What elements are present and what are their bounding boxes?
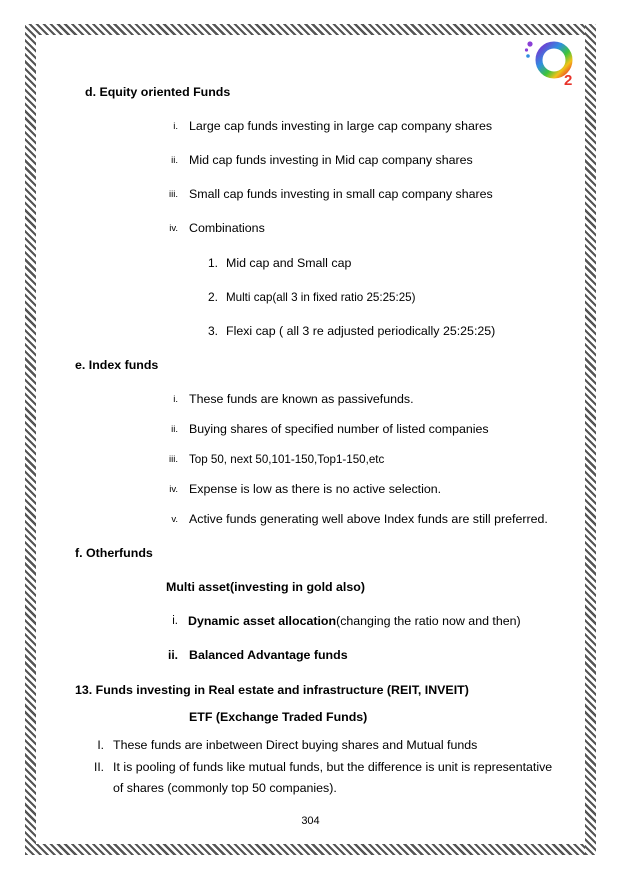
decorative-border-left [25,24,36,855]
list-item: Expense is low as there is no active selection. [189,482,442,496]
decorative-border-right [585,24,596,855]
sublist-marker: 3. [207,324,218,338]
sublist-item: Mid cap and Small cap [226,256,352,270]
list-marker: iii. [169,189,178,200]
list-item [188,614,521,629]
list-marker: I. [97,738,104,752]
section-13-subtitle: ETF (Exchange Traded Funds) [189,710,368,724]
list-marker: iv. [169,223,178,234]
list-item: These funds are known as passivefunds. [189,392,414,406]
list-item: These funds are inbetween Direct buying shares and Mutual funds [113,738,478,752]
list-item: Combinations [189,221,265,235]
decorative-border-bottom [25,844,596,855]
list-marker: iv. [169,484,178,495]
list-item: Mid cap funds investing in Mid cap company shares [189,153,473,167]
list-marker: i. [172,615,178,627]
list-marker: ii. [171,424,178,435]
sublist-marker: 2. [207,290,218,304]
section-e-title: e. Index funds [75,358,159,372]
section-13-title: 13. Funds investing in Real estate and infrastructure (REIT, INVEIT) [75,683,469,697]
list-item: Small cap funds investing in small cap company shares [189,187,493,201]
list-marker: ii. [167,648,178,662]
sublist-item: Multi cap(all 3 in fixed ratio 25:25:25) [226,291,416,304]
list-marker: v. [171,514,178,525]
list-item: Large cap funds investing in large cap company shares [189,119,493,133]
list-marker: i. [173,394,178,405]
list-item: Buying shares of specified number of listed companies [189,422,489,436]
section-f-subtitle: Multi asset(investing in gold also) [166,580,365,594]
svg-text:2: 2 [564,72,573,88]
page-number: 304 [301,815,320,827]
section-f-title: f. Otherfunds [75,546,153,560]
section-d-title: d. Equity oriented Funds [85,85,231,99]
o2-logo-icon [524,38,578,88]
list-item: It is pooling of funds like mutual funds, but the difference is unit is representative [113,760,553,774]
list-marker: i. [173,121,178,132]
list-item-continuation: of shares (commonly top 50 companies). [113,781,337,795]
sublist-marker: 1. [207,256,218,270]
list-item: Top 50, next 50,101-150,Top1-150,etc [189,453,385,466]
decorative-border-top [25,24,596,35]
sublist-item: Flexi cap ( all 3 re adjusted periodically 25:25:25) [226,324,496,338]
list-item: Balanced Advantage funds [189,648,348,662]
list-marker: iii. [169,454,178,465]
list-marker: II. [93,760,104,774]
list-item: Active funds generating well above Index funds are still preferred. [189,512,548,526]
list-marker: ii. [171,155,178,166]
list-item-bold: Dynamic asset allocation [188,614,337,628]
list-item-rest: (changing the ratio now and then) [336,614,521,628]
